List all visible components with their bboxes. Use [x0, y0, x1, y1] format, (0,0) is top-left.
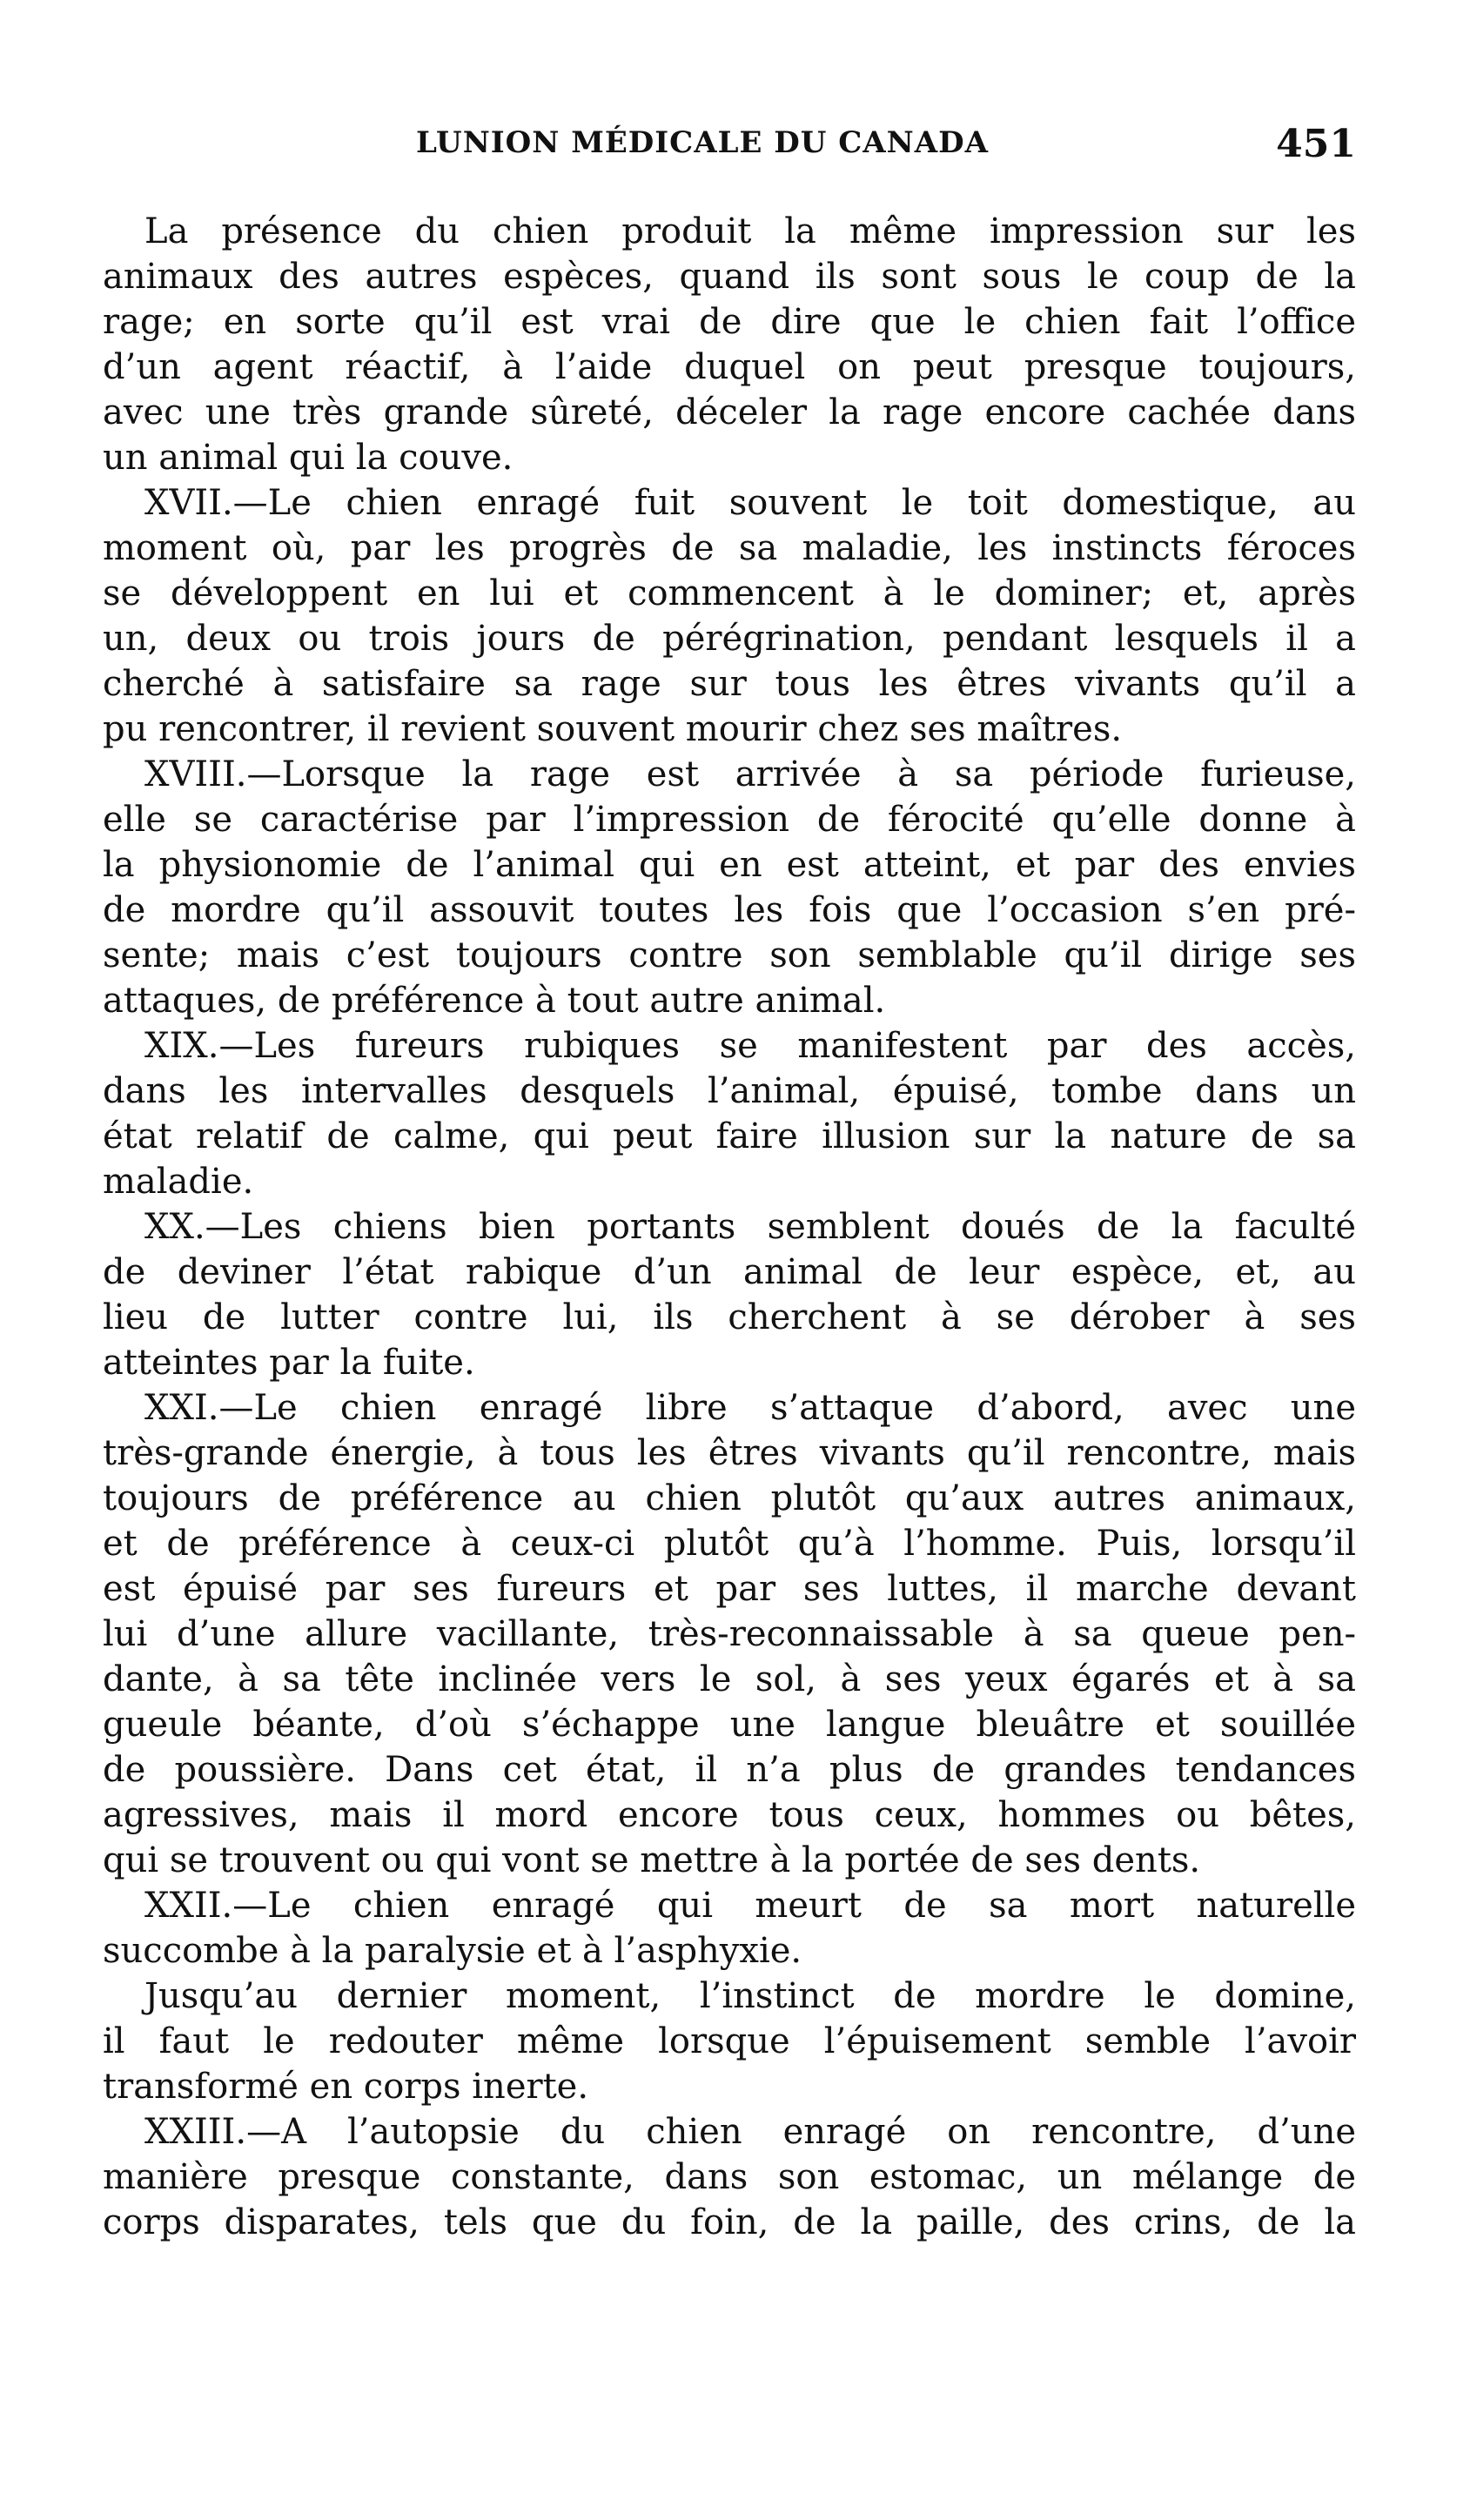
text-line: toujours de préférence au chien plutôt qu’aux autres animaux,: [103, 1478, 1356, 1518]
text-line: il faut le redouter même lorsque l’épuisement semble l’avoir: [103, 2021, 1356, 2061]
text-line: animaux des autres espèces, quand ils sont sous le coup de la: [103, 257, 1356, 297]
text-line: XXIII.—A l’autopsie du chien enragé on rencontre, d’une: [144, 2112, 1356, 2152]
text-line: cherché à satisfaire sa rage sur tous les êtres vivants qu’il a: [103, 664, 1356, 704]
text-line: moment où, par les progrès de sa maladie, les instincts féroces: [103, 528, 1356, 568]
text-line: d’un agent réactif, à l’aide duquel on peut presque toujours,: [103, 347, 1356, 387]
text-line: de mordre qu’il assouvit toutes les fois que l’occasion s’en pré-: [103, 890, 1356, 930]
text-line: agressives, mais il mord encore tous ceux, hommes ou bêtes,: [103, 1795, 1356, 1835]
text-line: qui se trouvent ou qui vont se mettre à la portée de ses dents.: [103, 1840, 1201, 1880]
text-line: état relatif de calme, qui peut faire illusion sur la nature de sa: [103, 1116, 1356, 1156]
text-line: Jusqu’au dernier moment, l’instinct de mordre le domine,: [144, 1976, 1356, 2016]
text-line: La présence du chien produit la même impression sur les: [144, 211, 1356, 251]
text-line: XXI.—Le chien enragé libre s’attaque d’abord, avec une: [144, 1388, 1356, 1428]
text-line: transformé en corps inerte.: [103, 2067, 589, 2107]
text-line: très-grande énergie, à tous les êtres vivants qu’il rencontre, mais: [103, 1433, 1356, 1473]
body-text: [103, 209, 1356, 2245]
text-line: lui d’une allure vacillante, très-reconnaissable à sa queue pen-: [103, 1614, 1356, 1654]
text-line: manière presque constante, dans son estomac, un mélange de: [103, 2157, 1356, 2197]
text-line: de deviner l’état rabique d’un animal de leur espèce, et, au: [103, 1252, 1356, 1292]
text-line: attaques, de préférence à tout autre animal.: [103, 981, 886, 1021]
text-line: XVII.—Le chien enragé fuit souvent le toit domestique, au: [144, 483, 1356, 523]
text-line: dans les intervalles desquels l’animal, épuisé, tombe dans un: [103, 1071, 1356, 1111]
text-line: maladie.: [103, 1162, 254, 1202]
text-line: un animal qui la couve.: [103, 438, 513, 478]
text-line: un, deux ou trois jours de pérégrination, pendant lesquels il a: [103, 619, 1356, 659]
text-line: XVIII.—Lorsque la rage est arrivée à sa période furieuse,: [144, 754, 1356, 794]
text-line: atteintes par la fuite.: [103, 1343, 475, 1383]
text-line: elle se caractérise par l’impression de férocité qu’elle donne à: [103, 800, 1356, 840]
text-line: rage; en sorte qu’il est vrai de dire que le chien fait l’office: [103, 302, 1356, 342]
text-line: XXII.—Le chien enragé qui meurt de sa mort naturelle: [144, 1886, 1356, 1926]
text-line: dante, à sa tête inclinée vers le sol, à ses yeux égarés et à sa: [103, 1659, 1356, 1699]
text-line: pu rencontrer, il revient souvent mourir chez ses maîtres.: [103, 709, 1123, 749]
running-head: [103, 122, 1356, 178]
text-line: est épuisé par ses fureurs et par ses luttes, il marche devant: [103, 1569, 1356, 1609]
journal-title: LUNION MÉDICALE DU CANADA: [416, 125, 989, 160]
text-line: XIX.—Les fureurs rubiques se manifestent par des accès,: [144, 1026, 1356, 1066]
text-line: se développent en lui et commencent à le dominer; et, après: [103, 573, 1356, 613]
page-number: 451: [1276, 122, 1356, 166]
text-line: gueule béante, d’où s’échappe une langue bleuâtre et souillée: [103, 1705, 1356, 1745]
text-line: corps disparates, tels que du foin, de la paille, des crins, de la: [103, 2202, 1356, 2242]
text-line: avec une très grande sûreté, déceler la rage encore cachée dans: [103, 392, 1356, 432]
text-line: lieu de lutter contre lui, ils cherchent à se dérober à ses: [103, 1297, 1356, 1337]
text-line: et de préférence à ceux-ci plutôt qu’à l’homme. Puis, lorsqu’il: [103, 1524, 1356, 1564]
text-line: XX.—Les chiens bien portants semblent doués de la faculté: [144, 1207, 1356, 1247]
text-line: de poussière. Dans cet état, il n’a plus de grandes tendances: [103, 1750, 1356, 1790]
text-line: la physionomie de l’animal qui en est atteint, et par des envies: [103, 845, 1356, 885]
text-line: sente; mais c’est toujours contre son semblable qu’il dirige ses: [103, 935, 1356, 975]
text-line: succombe à la paralysie et à l’asphyxie.: [103, 1931, 802, 1971]
